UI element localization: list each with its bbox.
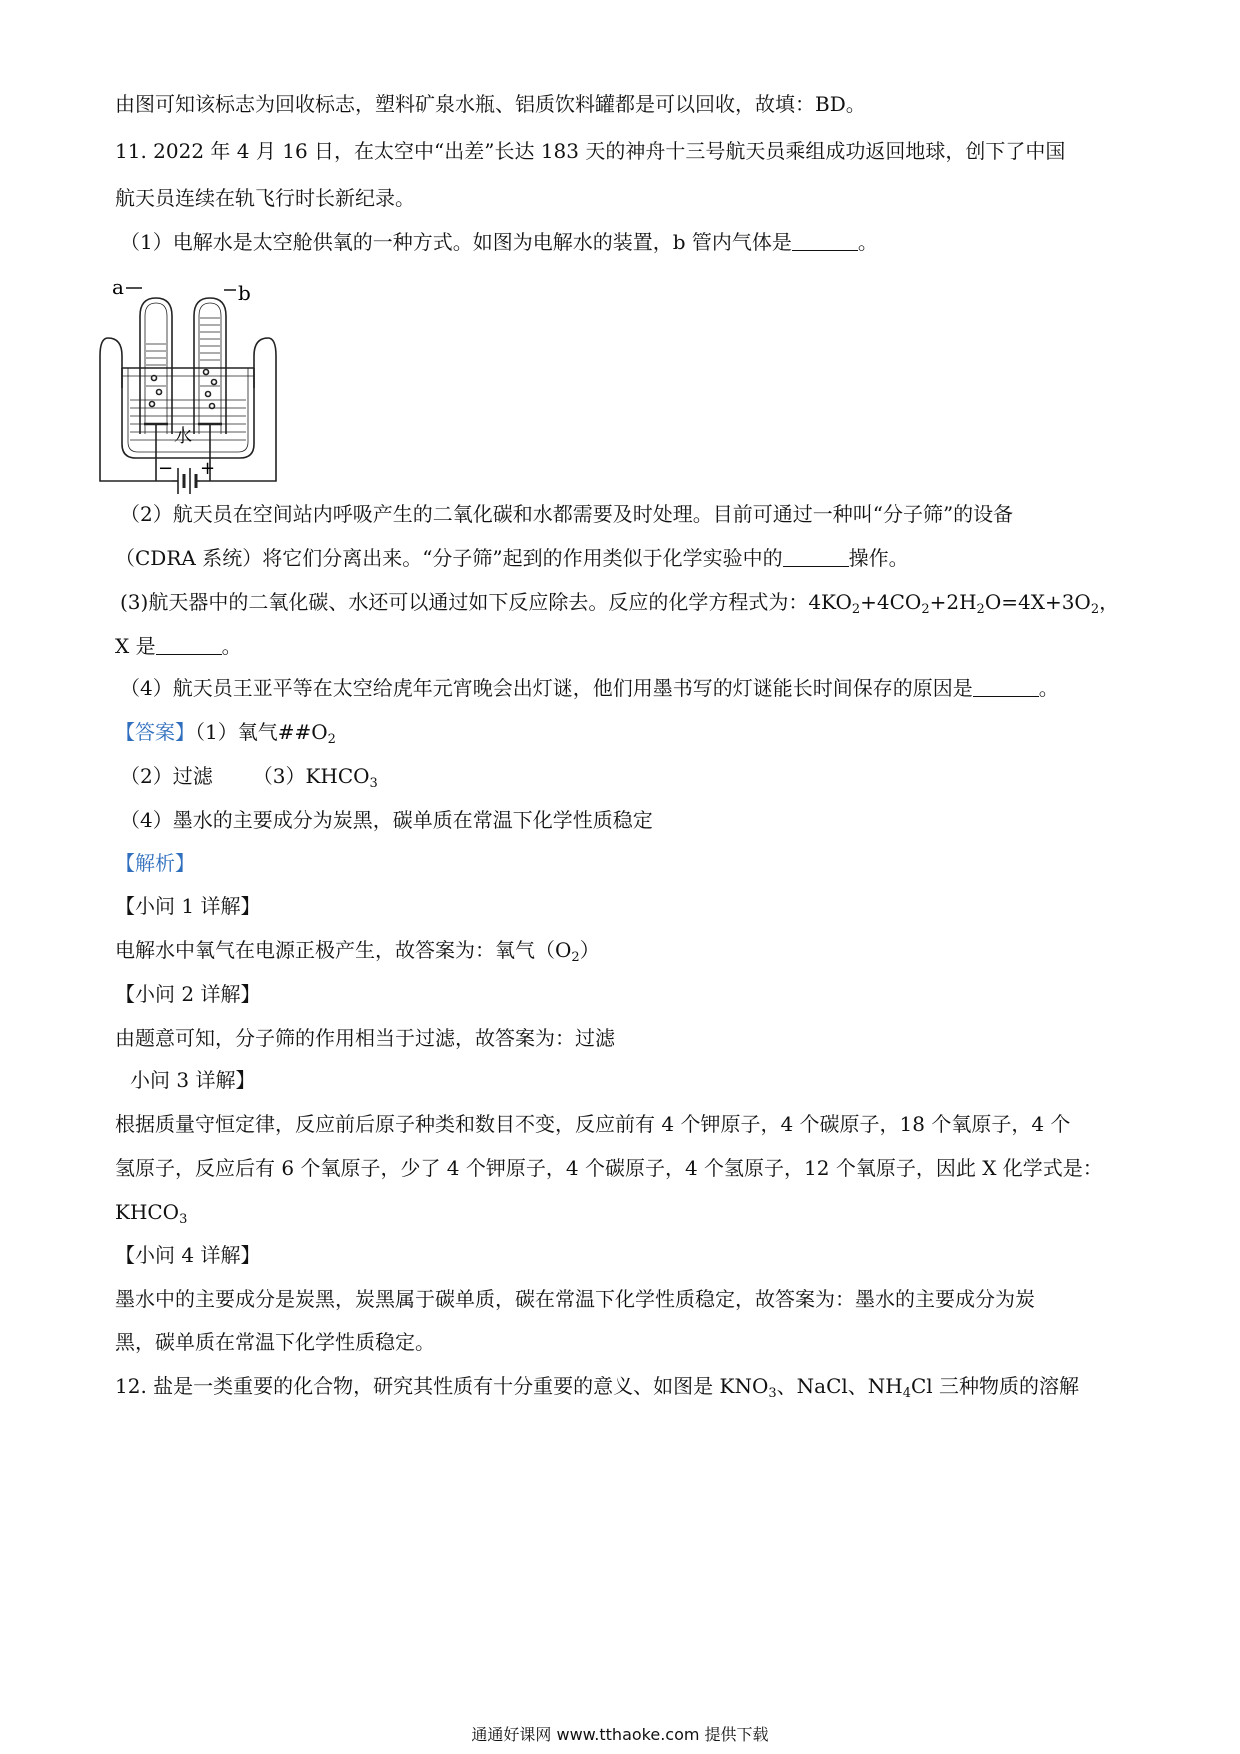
analysis-label: 【解析】 [115, 851, 195, 875]
question-11-stem: 11. 2022 年 4 月 16 日，在太空中“出差”长达 183 天的神舟十三号航天员乘组成功返回地球，创下了中国 [115, 139, 1066, 163]
text-line: 由图可知该标志为回收标志，塑料矿泉水瓶、铝质饮料罐都是可以回收，故填：BD。 [115, 92, 866, 116]
sub-question-3-body: $KHCO_3$ [115, 1200, 188, 1227]
question-11-part-1: （1）电解水是太空舱供氧的一种方式。如图为电解水的装置，b 管内气体是 。 [120, 230, 878, 254]
text-line: （CDRA 系统）将它们分离出来。“分子筛”起到的作用类似于化学实验中的 操作。 [115, 546, 909, 570]
question-11-part-4: （4）航天员王亚平等在太空给虎年元宵晚会出灯谜，他们用墨书写的灯谜能长时间保存的原因是 。 [120, 676, 1059, 700]
answer-line-3: （4）墨水的主要成分为炭黑，碳单质在常温下化学性质稳定 [120, 808, 653, 832]
sub-question-2-body: 由题意可知，分子筛的作用相当于过滤，故答案为：过滤 [115, 1026, 615, 1050]
question-11-part-2: （2）航天员在空间站内呼吸产生的二氧化碳和水都需要及时处理。目前可通过一种叫“分子筛”的设备 [120, 502, 1014, 526]
text-line: X 是 。 [115, 634, 242, 658]
sub-question-3-heading: 小问 3 详解】 [130, 1068, 256, 1092]
sub-question-3-body: 根据质量守恒定律，反应前后原子种类和数目不变，反应前有 4 个钾原子，4 个碳原子，18 个氧原子，4 个 [115, 1112, 1071, 1136]
label-b: b [238, 281, 251, 305]
answer-blank [783, 546, 849, 567]
sub-question-4-heading: 【小问 4 详解】 [115, 1243, 261, 1267]
answer-blank [792, 230, 858, 251]
question-11-part-3: (3)航天器中的二氧化碳、水还可以通过如下反应除去。反应的化学方程式为：$4KO_2+4CO_2+2H_2O=4X+3O_2$， [120, 590, 1120, 617]
answer-line-2: （2）过滤 $(3)KHCO_3$ [120, 764, 378, 791]
sub-question-3-body: 氢原子，反应后有 6 个氧原子，少了 4 个钾原子，4 个碳原子，4 个氢原子，12 个氧原子，因此 X 化学式是： [115, 1156, 1103, 1180]
answer-blank [973, 676, 1039, 697]
label-minus: − [158, 458, 174, 479]
answer-blank [156, 634, 222, 655]
sub-question-1-heading: 【小问 1 详解】 [115, 894, 261, 918]
sub-question-1-body: 电解水中氧气在电源正极产生，故答案为：氧气$(O_2)$ [115, 938, 600, 965]
label-water: 水 [174, 426, 192, 447]
footer-text: 通通好课网 www.tthaoke.com 提供下载 [471, 1725, 769, 1744]
sub-question-2-heading: 【小问 2 详解】 [115, 982, 261, 1006]
sub-question-4-body: 黑，碳单质在常温下化学性质稳定。 [115, 1330, 435, 1354]
text-line: 航天员连续在轨飞行时长新纪录。 [115, 186, 415, 210]
electrolysis-apparatus-diagram [108, 275, 298, 528]
sub-question-4-body: 墨水中的主要成分是炭黑，炭黑属于碳单质，碳在常温下化学性质稳定，故答案为：墨水的主要成分为炭 [115, 1287, 1035, 1311]
answer-line-1: 【答案】（1）氧气$\#\#O_2$ [115, 720, 336, 747]
label-a: a [112, 275, 124, 299]
label-plus: + [200, 458, 216, 479]
question-12-stem: 12. 盐是一类重要的化合物，研究其性质有十分重要的意义、如图是 $KNO_3$、NaCl、$NH_4Cl$ 三种物质的溶解 [115, 1374, 1080, 1401]
answer-label: 【答案】 [115, 720, 195, 744]
